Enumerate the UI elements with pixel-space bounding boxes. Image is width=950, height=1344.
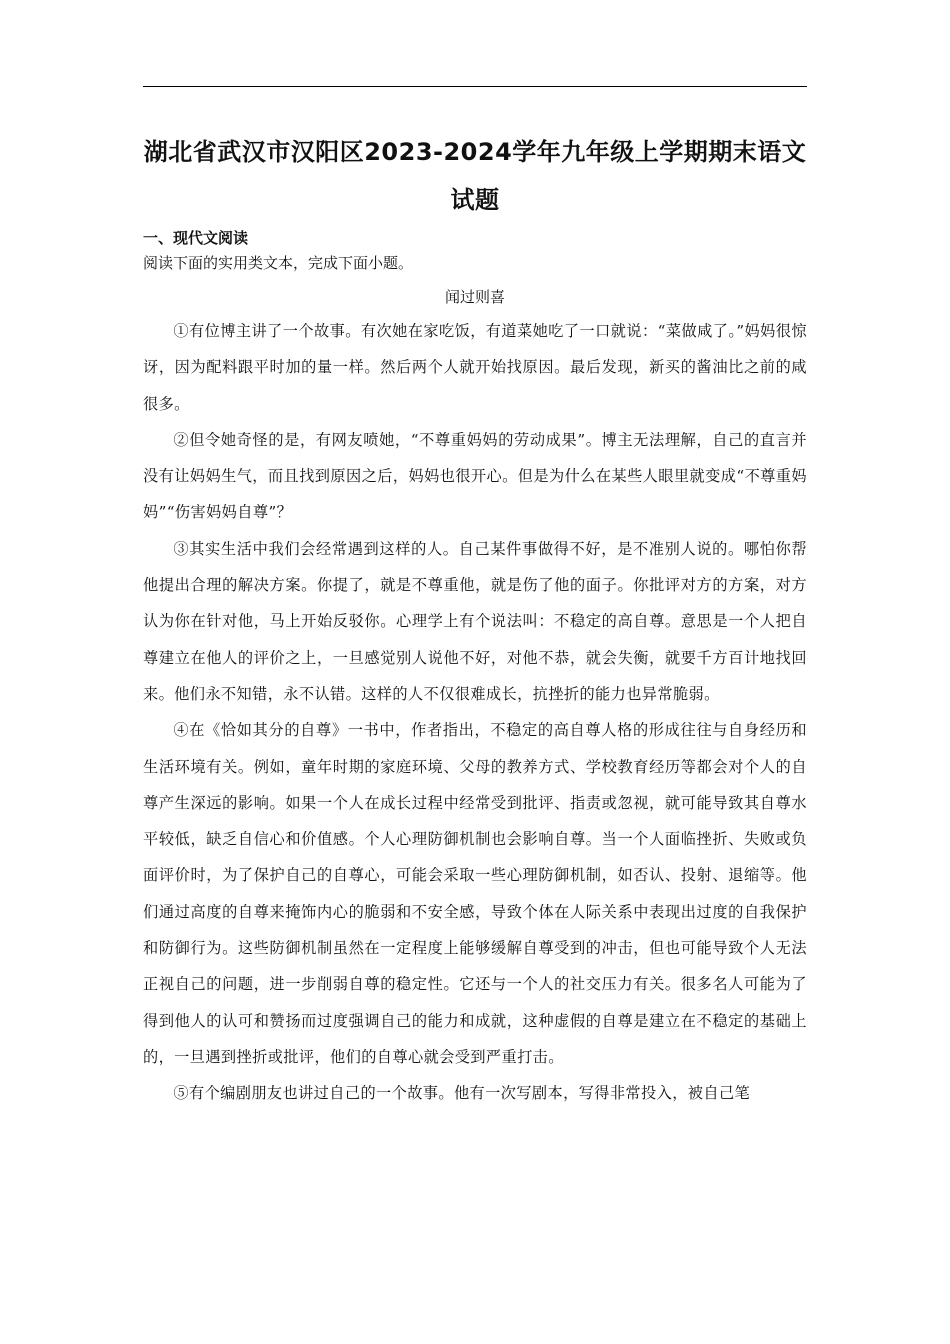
article-body xyxy=(143,313,807,1112)
paragraph-4: ④在《恰如其分的自尊》一书中，作者指出，不稳定的高自尊人格的形成往往与自身经历和生活环境有关。例如，童年时期的家庭环境、父母的教养方式、学校教育经历等都会对个人的自尊产生深远的影响。如果一个人在成长过程中经常受到批评、指责或忽视，就可能导致其自尊水平较低，缺乏自信心和价值感。个人心理防御机制也会影响自尊。当一个人面临挫折、失败或负面评价时，为了保护自己的自尊心，可能会采取一些心理防御机制，如否认、投射、退缩等。他们通过高度的自尊来掩饰内心的脆弱和不安全感，导致个体在人际关系中表现出过度的自我保护和防御行为。这些防御机制虽然在一定程度上能够缓解自尊受到的冲击，但也可能导致个人无法正视自己的问题，进一步削弱自尊的稳定性。它还与一个人的社交压力有关。很多名人可能为了得到他人的认可和赞扬而过度强调自己的能力和成就，这种虚假的自尊是建立在不稳定的基础上的，一旦遇到挫折或批评，他们的自尊心就会受到严重打击。 xyxy=(143,721,807,1066)
paragraph-1: ①有位博主讲了一个故事。有次她在家吃饭，有道菜她吃了一口就说：“菜做咸了。”妈妈很惊讶，因为配料跟平时加的量一样。然后两个人就开始找原因。最后发现，新买的酱油比之前的咸很多。 xyxy=(143,322,807,413)
paragraph-5: ⑤有个编剧朋友也讲过自己的一个故事。他有一次写剧本，写得非常投入，被自己笔 xyxy=(173,1084,751,1103)
section-heading: 一、现代文阅读 xyxy=(143,229,249,247)
header-rule xyxy=(143,86,807,87)
reading-instruction: 阅读下面的实用类文本，完成下面小题。 xyxy=(143,254,414,272)
paragraph-2: ②但令她奇怪的是，有网友喷她，“不尊重妈妈的劳动成果”。博主无法理解，自己的直言并没有让妈妈生气，而且找到原因之后，妈妈也很开心。但是为什么在某些人眼里就变成“不尊重妈妈”“伤害妈妈自尊”？ xyxy=(143,430,807,522)
article-title: 闻过则喜 xyxy=(444,288,505,306)
paragraph-3: ③其实生活中我们会经常遇到这样的人。自己某件事做得不好，是不准别人说的。哪怕你帮他提出合理的解决方案。你提了，就是不尊重他，就是伤了他的面子。你批评对方的方案，对方认为你在针对他，马上开始反驳你。心理学上有个说法叫：不稳定的高自尊。意思是一个人把自尊建立在他人的评价之上，一旦感觉别人说他不好，对他不恭，就会失衡，就要千方百计地找回来。他们永不知错，永不认错。这样的人不仅很难成长，抗挫折的能力也异常脆弱。 xyxy=(143,539,807,703)
page-title: 湖北省武汉市汉阳区2023-2024学年九年级上学期期末语文试题 xyxy=(143,138,807,214)
